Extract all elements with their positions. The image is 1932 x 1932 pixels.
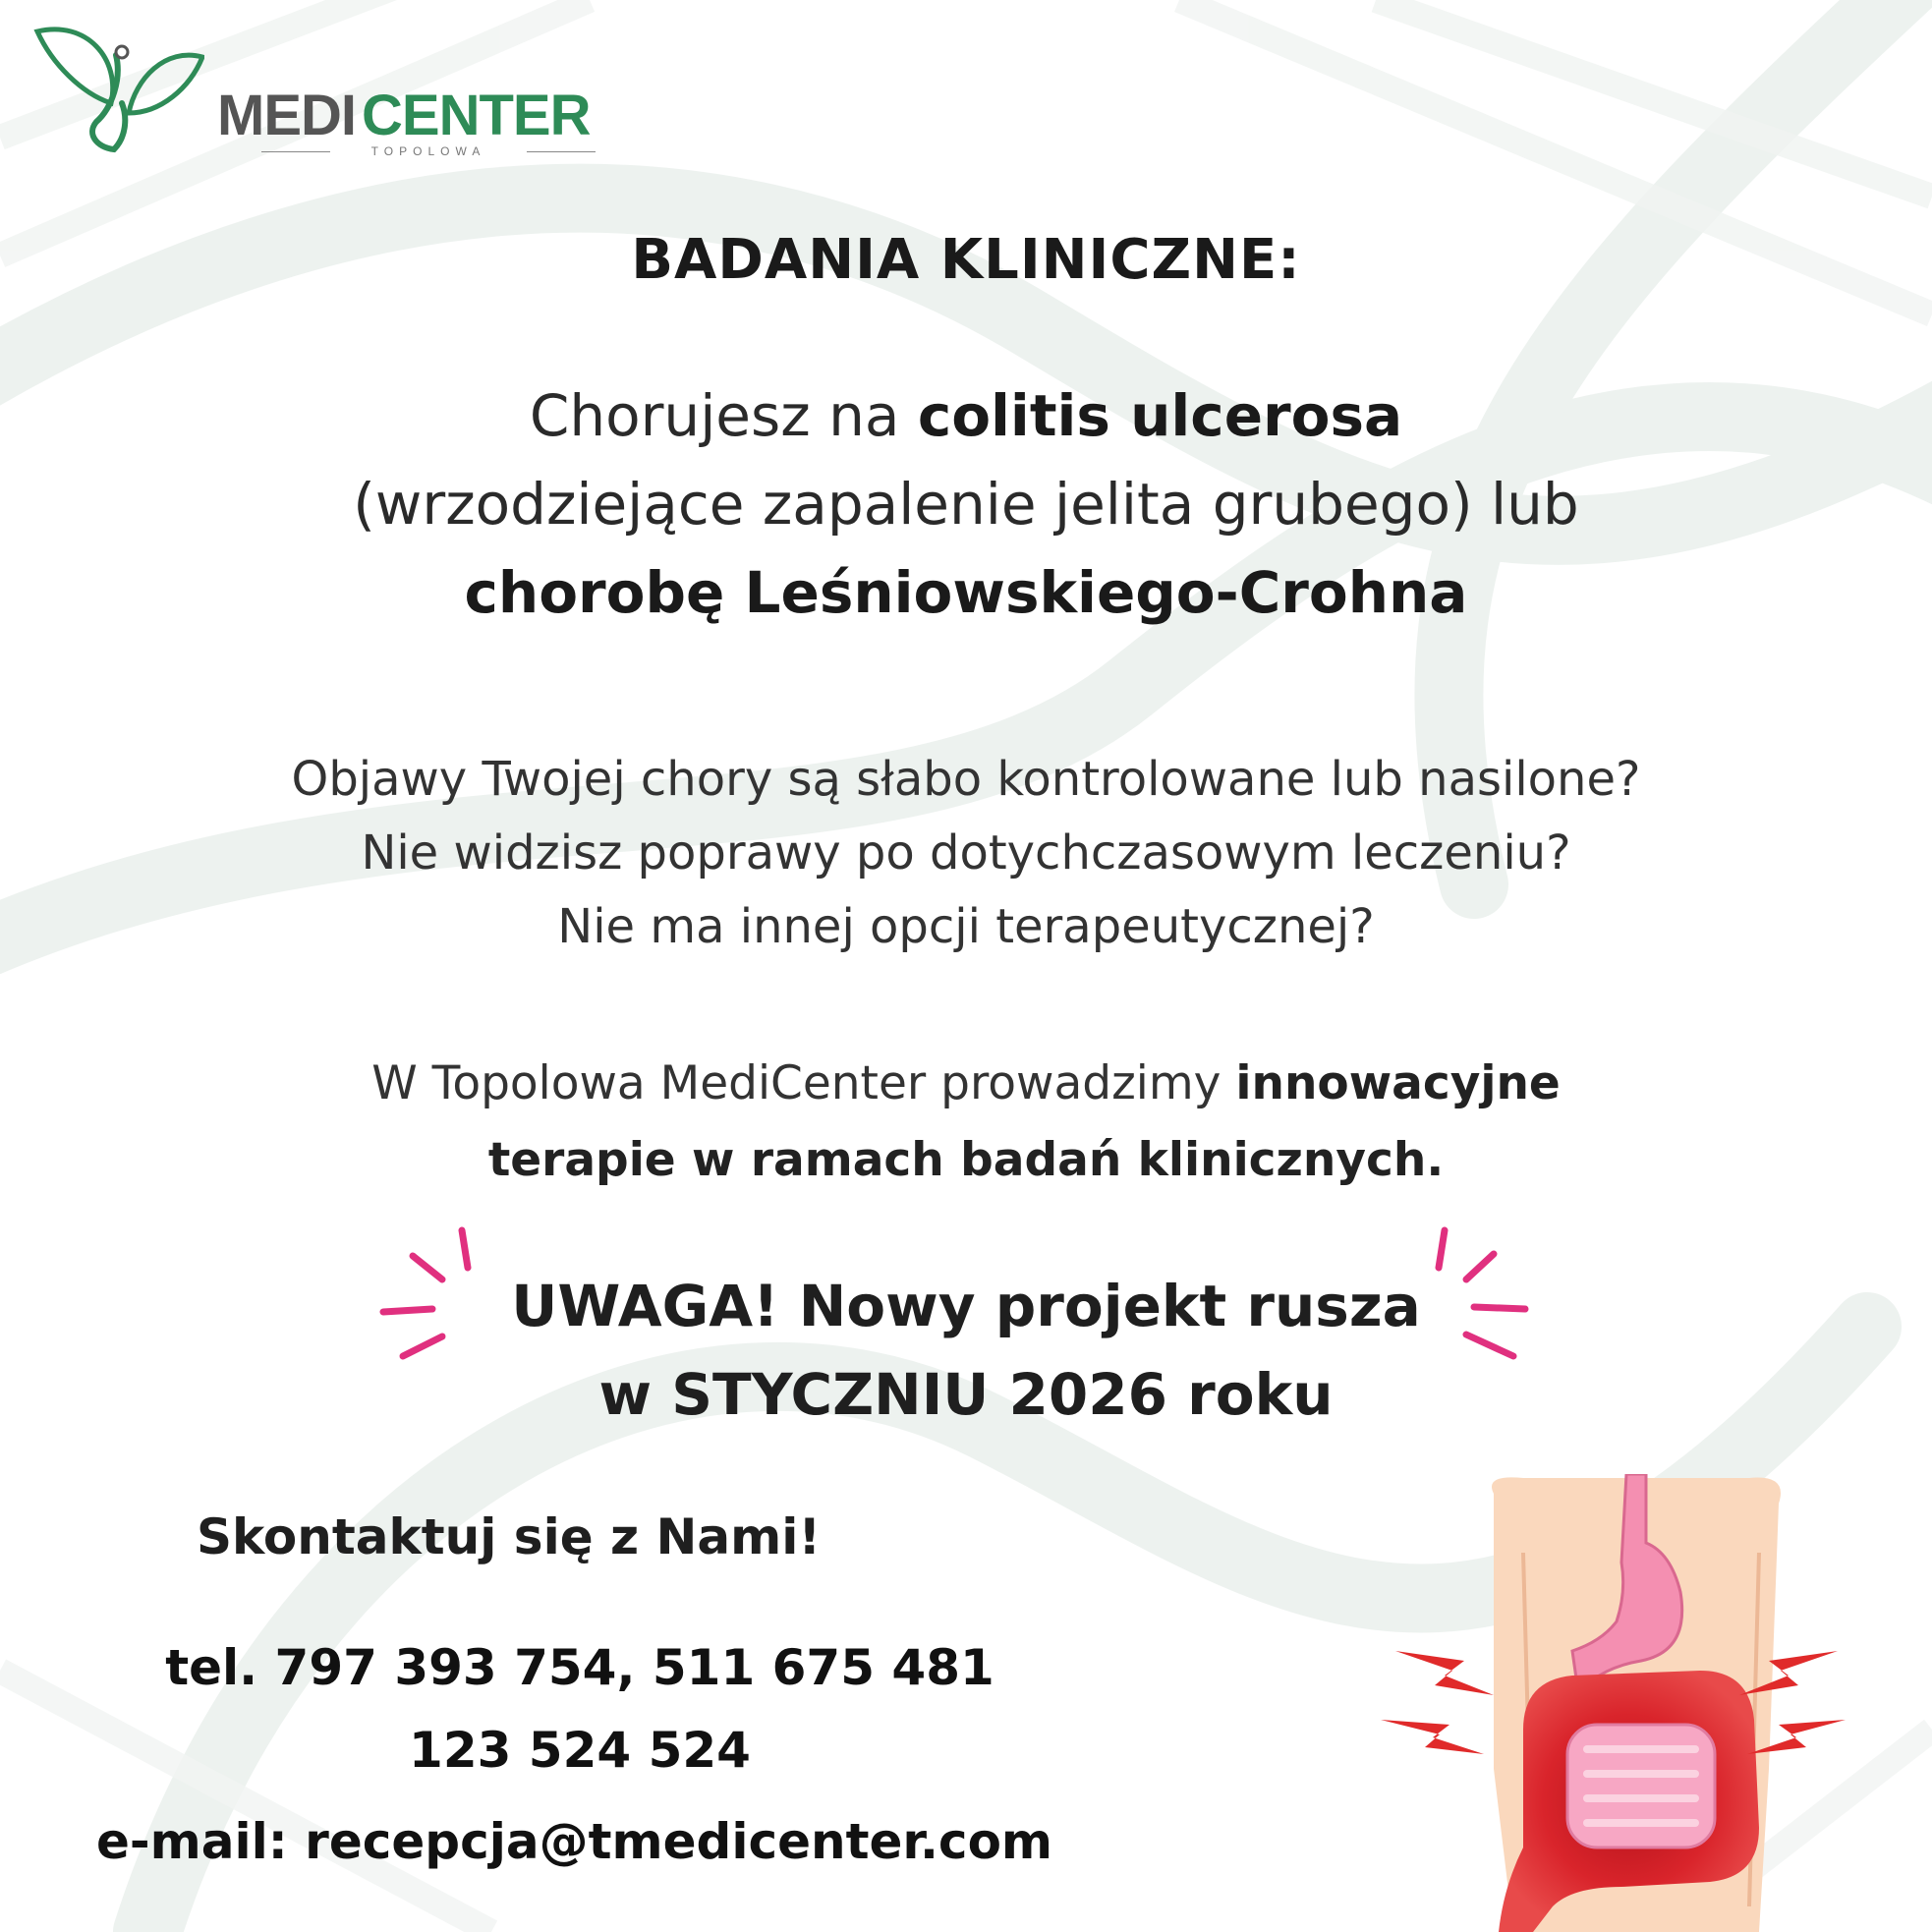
notice-line-1: UWAGA! Nowy projekt rusza <box>511 1273 1421 1339</box>
phone-numbers <box>147 1626 1012 1791</box>
intro-line-3 <box>0 548 1932 637</box>
page-title: BADANIA KLINICZNE: <box>631 228 1301 292</box>
phone-line-1[interactable]: tel. 797 393 754, 511 675 481 <box>165 1639 994 1696</box>
offer-line-2 <box>0 1122 1932 1199</box>
offer-block <box>0 1046 1932 1199</box>
intro-line-2: (wrzodziejące zapalenie jelita grubego) lub <box>353 471 1579 538</box>
intro-disease-1: colitis ulcerosa <box>917 382 1403 449</box>
offer-bold-2: terapie w ramach badań klinicznych. <box>487 1133 1445 1187</box>
medicenter-logo[interactable] <box>28 20 597 167</box>
email-link[interactable]: e-mail: recepcja@tmedicenter.com <box>96 1813 1053 1870</box>
notice-line-2: w STYCZNIU 2026 roku <box>598 1361 1334 1428</box>
project-notice <box>0 1262 1932 1439</box>
intro-disease-2: chorobę Leśniowskiego-Crohna <box>464 559 1468 626</box>
intro-prefix: Chorujesz na <box>529 382 918 449</box>
phone-line-2[interactable]: 123 524 524 <box>409 1722 751 1779</box>
logo-subtitle: TOPOLOWA <box>281 144 576 158</box>
leaf-person-logo-icon <box>28 20 204 157</box>
offer-bold-1: innowacyjne <box>1235 1056 1561 1110</box>
intro-line-1 <box>0 371 1932 460</box>
offer-line-1 <box>0 1046 1932 1122</box>
logo-wordmark <box>217 83 590 148</box>
symptom-question: Objawy Twojej chory są słabo kontrolowane lub nasilone? <box>291 752 1641 807</box>
offer-prefix: W Topolowa MediCenter prowadzimy <box>371 1056 1236 1110</box>
symptom-question: Nie widzisz poprawy po dotychczasowym leczeniu? <box>361 825 1571 881</box>
symptoms-block <box>0 743 1932 964</box>
logo-brand-part2: CENTER <box>362 84 591 147</box>
symptom-question: Nie ma innej opcji terapeutycznej? <box>557 899 1375 954</box>
contact-title: Skontaktuj się z Nami! <box>197 1508 822 1565</box>
intro-block <box>0 371 1932 637</box>
inflamed-intestine-icon <box>1376 1474 1847 1932</box>
logo-brand-part1: MEDI <box>217 84 356 147</box>
